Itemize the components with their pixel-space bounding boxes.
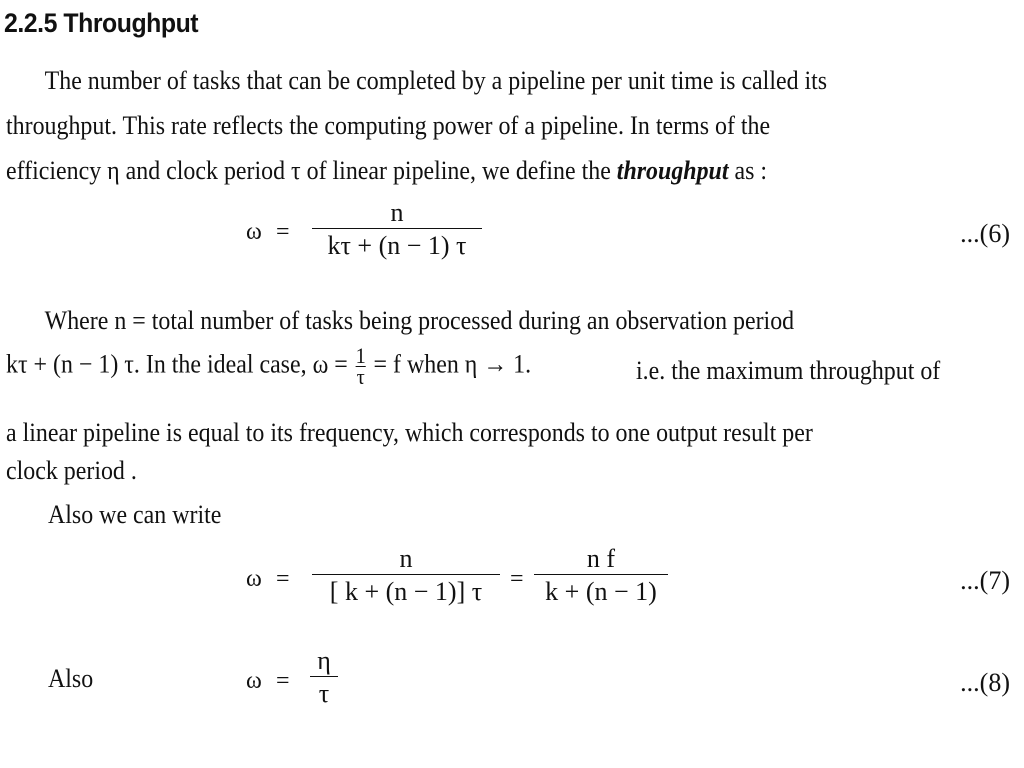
para1-line2-text: throughput. This rate reflects the computing power of a pipeline. In terms of the xyxy=(6,111,771,140)
para2-line4 xyxy=(6,456,137,486)
eq7-fraction-2 xyxy=(534,544,668,609)
eq8-fraction xyxy=(310,646,338,711)
eq6-label: ...(6) xyxy=(960,219,1010,248)
eq7-fraction-1 xyxy=(312,544,500,609)
eq6-fraction xyxy=(312,198,482,263)
para1-line3 xyxy=(6,156,767,186)
eq7-lhs: ω xyxy=(246,566,262,592)
eq7-numerator-2: n f xyxy=(586,544,616,573)
para2-line1 xyxy=(6,306,1010,336)
para2-line3 xyxy=(6,418,1010,448)
ideal-fraction xyxy=(355,343,366,389)
eq8-lhs: ω xyxy=(246,668,262,694)
eq8-numerator: η xyxy=(317,646,331,675)
eq6-denominator: kτ + (n − 1) τ xyxy=(327,231,467,260)
eq8-prefix: Also xyxy=(48,664,94,693)
eq7-equals-2: = xyxy=(510,566,524,592)
para2-line2-c: i.e. the maximum throughput of xyxy=(636,356,941,385)
eq8-equals: = xyxy=(276,668,290,694)
para2-line2-a: kτ + (n − 1) τ. In the ideal case, ω = xyxy=(6,349,348,379)
section-heading: 2.2.5 Throughput xyxy=(4,8,199,38)
ideal-fraction-den: τ xyxy=(356,364,365,389)
ideal-fraction-num: 1 xyxy=(355,343,366,368)
eq8-label: ...(8) xyxy=(960,668,1010,697)
para2-line2 xyxy=(6,343,532,389)
para2-line4-text: clock period . xyxy=(6,456,137,485)
para1-line1 xyxy=(6,66,1010,96)
eq6-lhs: ω xyxy=(246,219,262,245)
eq7-denominator-1: [ k + (n − 1)] τ xyxy=(329,577,483,606)
also-we-can-write xyxy=(48,500,221,530)
eq7-equals: = xyxy=(276,566,290,592)
eq7-label: ...(7) xyxy=(960,566,1010,595)
para2-line2-right xyxy=(636,356,940,386)
para2-line1-text: Where n = total number of tasks being processed during an observation period xyxy=(44,306,795,335)
para2-line2-b: = f when η → 1. xyxy=(373,349,532,379)
eq6-numerator: n xyxy=(390,198,404,227)
also-write-text: Also we can write xyxy=(48,500,222,529)
para1-line3-post: as : xyxy=(734,156,768,185)
eq7-denominator-2: k + (n − 1) xyxy=(545,577,657,606)
para1-line1-text: The number of tasks that can be completed by a pipeline per unit time is called its xyxy=(44,66,828,95)
para1-line2 xyxy=(6,111,1010,141)
throughput-term: throughput xyxy=(616,156,729,185)
para1-line3-pre: efficiency η and clock period τ of linear pipeline, we define the xyxy=(6,156,611,185)
eq7-numerator-1: n xyxy=(399,544,413,573)
eq8-denominator: τ xyxy=(318,679,330,708)
para2-line3-text: a linear pipeline is equal to its frequency, which corresponds to one output result per xyxy=(6,418,813,447)
eq6-equals: = xyxy=(276,219,290,245)
